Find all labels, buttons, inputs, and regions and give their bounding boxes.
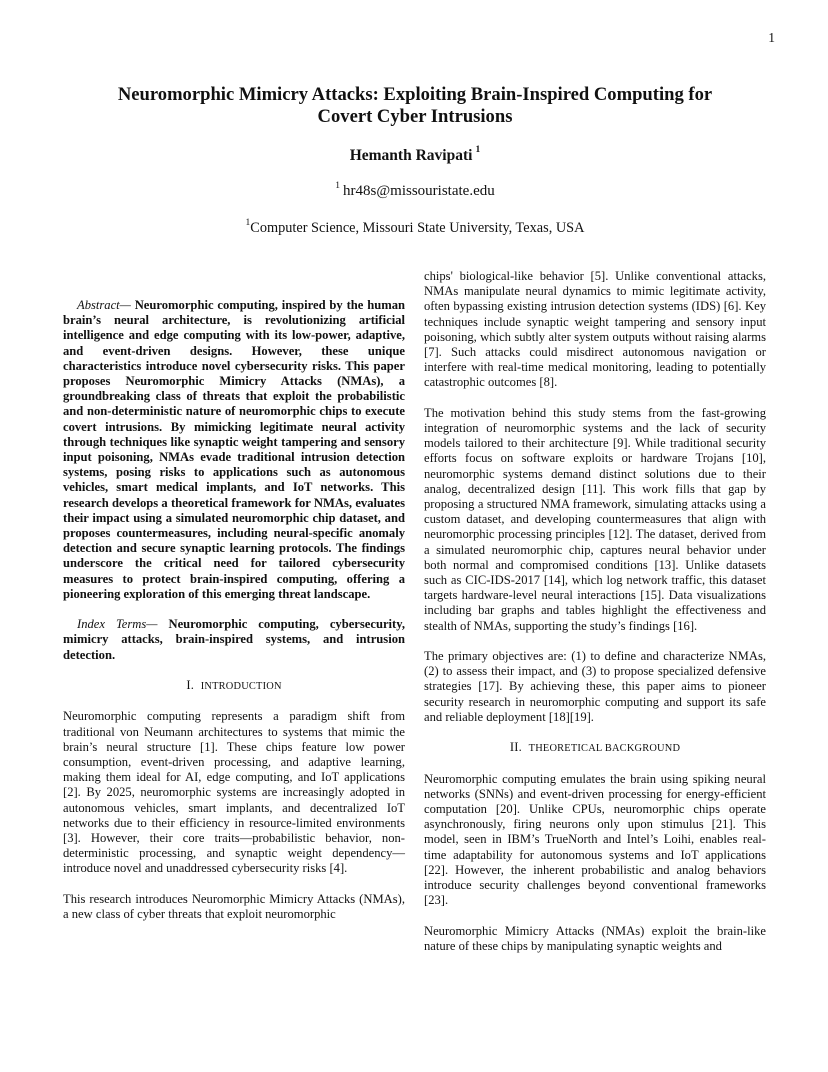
- intro-paragraph-4: The motivation behind this study stems from the fast-growing integration of neuromorphic systems and the lack of security models tailored to their architecture [9]. While traditional security efforts focus on software exploits or hardware Trojans [10], neuromorphic systems demand distinct solutions due to their analog, decentralized design [11]. This work fills that gap by proposing a structured NMA framework, simulating attacks using a custom dataset, and developing countermeasures that align with neuromorphic processing principles [12]. The dataset, derived from a simulated neuromorphic chip, captures neural behavior under both normal and compromised conditions [13]. Unlike datasets such as CIC-IDS-2017 [14], which log network traffic, this dataset targets hardware-level neural interactions [15]. Data visualizations including bar graphs and tables highlight the effectiveness and stealth of NMAs, supporting the study’s findings [16].: [424, 405, 766, 633]
- email-text: hr48s@missouristate.edu: [343, 183, 495, 199]
- section-1-title: INTRODUCTION: [200, 681, 282, 693]
- background-paragraph-2: Neuromorphic Mimicry Attacks (NMAs) exploit the brain-like nature of these chips by manipulating synaptic weights and: [424, 923, 766, 953]
- section-2-number: II.: [509, 740, 522, 755]
- author-text: Hemanth Ravipati: [349, 147, 473, 164]
- author-affiliation: [60, 220, 770, 237]
- section-heading-background: [424, 740, 766, 756]
- index-terms-label: Index Terms—: [77, 617, 158, 632]
- index-terms-text: Neuromorphic computing, cybersecurity, mimicry attacks, brain-inspired systems, and intrusion detection.: [63, 617, 406, 662]
- title-line-1: Neuromorphic Mimicry Attacks: Exploiting Brain-Inspired Computing for: [117, 84, 713, 105]
- intro-paragraph-1: Neuromorphic computing represents a paradigm shift from traditional von Neumann architectures to systems that mimic the brain’s neural structure [1]. These chips feature low power consumption, event-driven processing, and adaptive learning, making them ideal for AI, edge computing, and IoT applications [2]. By 2025, neuromorphic systems are increasingly adopted in autonomous vehicles, smart implants, and decentralized IoT networks due to their efficiency in resource-limited environments [3]. However, their core traits—probabilistic behavior, non-deterministic processing, and synaptic weight dependency—introduce novel and unaddressed cybersecurity risks [4].: [63, 709, 405, 876]
- abstract-label: Abstract—: [77, 298, 131, 312]
- email-superscript: 1: [335, 181, 340, 191]
- page-number: 1: [768, 30, 775, 45]
- section-2-title: THEORETICAL BACKGROUND: [528, 743, 681, 755]
- author-superscript: 1: [475, 145, 481, 155]
- section-heading-introduction: [63, 678, 405, 694]
- title-line-2: Covert Cyber Intrusions: [317, 106, 513, 127]
- left-column: [63, 298, 405, 937]
- abstract: [63, 298, 405, 602]
- abstract-text: Neuromorphic computing, inspired by the human brain’s neural architecture, is revolutionizing artificial intelligence and edge computing with its low-power, adaptive, and event-driven designs. However, these unique characteristics introduce novel cybersecurity risks. This paper proposes Neuromorphic Mimicry Attacks (NMAs), a groundbreaking class of threats that exploit the probabilistic and non-deterministic nature of neuromorphic chips to execute covert intrusions. By mimicking legitimate neural activity through techniques like synaptic weight tampering and sensory input poisoning, NMAs evade traditional intrusion detection systems, posing risks to applications such as autonomous vehicles, smart medical implants, and IoT networks. This research develops a theoretical framework for NMAs, evaluates their impact using a simulated neuromorphic chip dataset, and proposes countermeasures, including neural-specific anomaly detection and secure synaptic learning protocols. The findings underscore the critical need for tailored cybersecurity measures to protect brain-inspired computing, offering a pioneering exploration of this emerging threat landscape.: [63, 298, 405, 601]
- author-name: [60, 147, 770, 165]
- intro-paragraph-3: chips' biological-like behavior [5]. Unlike conventional attacks, NMAs manipulate neural dynamics to mimic legitimate activity, often bypassing existing intrusion detection systems (IDS) [6]. Key techniques include synaptic weight tampering and sensory input poisoning, which subtly alter system outputs without raising alarms [7]. Such attacks could misdirect autonomous navigation or interfere with real-time medical monitoring, leading to potentially catastrophic outcomes [8].: [424, 269, 766, 390]
- background-paragraph-1: Neuromorphic computing emulates the brain using spiking neural networks (SNNs) and event-driven processing for energy-efficient computation [20]. Unlike CPUs, neuromorphic chips operate asynchronously, firing neurons only upon stimulus [21]. This model, seen in IBM’s TrueNorth and Intel’s Loihi, enables real-time adaptability for autonomous systems and IoT applications [22]. However, the inherent probabilistic and analog behaviors introduce security challenges beyond conventional frameworks [23].: [424, 771, 766, 908]
- right-column: [424, 269, 766, 969]
- author-email: [60, 183, 770, 200]
- intro-paragraph-5: The primary objectives are: (1) to define and characterize NMAs, (2) to assess their impact, and (3) to propose specialized defensive strategies [17]. By achieving these, this paper aims to pioneer security research in neuromorphic computing and support its safe and reliable deployment [18][19].: [424, 649, 766, 724]
- section-1-number: I.: [186, 678, 195, 693]
- affiliation-text: Computer Science, Missouri State University, Texas, USA: [250, 220, 585, 236]
- paper-title: [60, 84, 770, 128]
- intro-paragraph-2: This research introduces Neuromorphic Mimicry Attacks (NMAs), a new class of cyber threats that exploit neuromorphic: [63, 891, 405, 922]
- affiliation-superscript: 1: [245, 218, 251, 228]
- index-terms: [63, 617, 405, 663]
